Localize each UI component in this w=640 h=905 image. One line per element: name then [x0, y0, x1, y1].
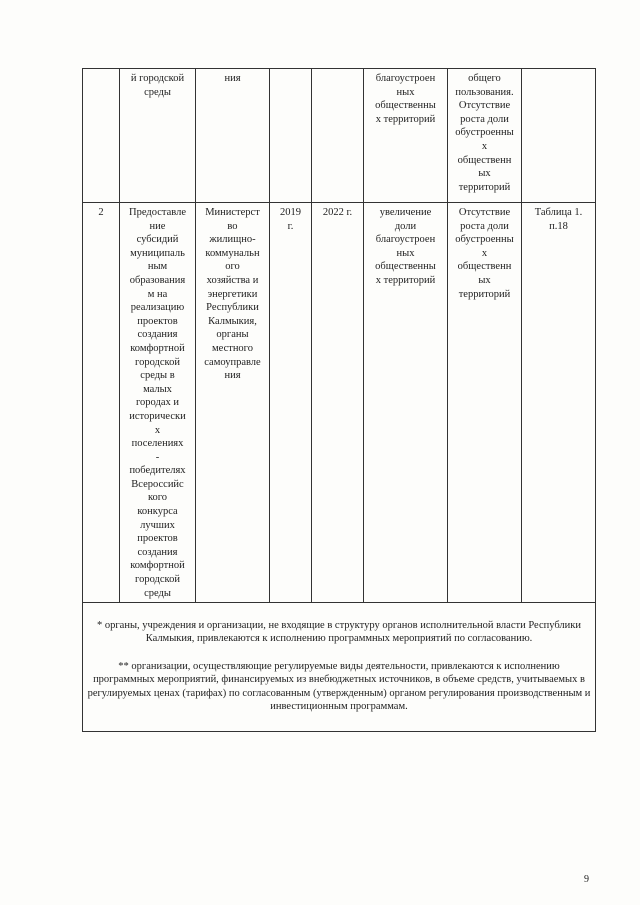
footnote-double-star: ** организации, осуществляющие регулируемые виды деятельности, привлекаются к исполнению программных мероприятий, финансируемых из внебюджетных источников, в объеме средств, учитываемых в регулируемых ценах (тарифах) по согласованным (утвержденным) органом регулирования производственным и инвестиционным программам.: [87, 660, 591, 713]
consequence-cell: общего пользования. Отсутствие роста доли обустроенны х общественн ых территорий: [448, 69, 522, 203]
consequence-cell: Отсутствие роста доли обустроенны х общественн ых территорий: [448, 203, 522, 603]
table-row: [83, 203, 596, 603]
end-year-cell: 2022 г.: [312, 203, 364, 603]
event-name-cell: Предоставле ние субсидий муниципаль ным образования м на реализацию проектов создания комфортной городской среды в малых городах и исторически х поселениях - победителях Всероссийс кого конкурса лучших проектов создания комфортной городской среды: [120, 203, 196, 603]
responsible-cell: Министерст во жилищно- коммунальн ого хозяйства и энергетики Республики Калмыкия, органы местного самоуправле ния: [196, 203, 270, 603]
page-number: 9: [584, 874, 589, 885]
footnote-row: [83, 603, 596, 731]
end-year-cell: [312, 69, 364, 203]
footnote-single-star: * органы, учреждения и организации, не входящие в структуру органов исполнительной власти Республики Калмыкия, привлекаются к исполнению программных мероприятий по согласованию.: [97, 619, 581, 645]
indicator-link-cell: Таблица 1. п.18: [522, 203, 596, 603]
responsible-cell: ния: [196, 69, 270, 203]
indicator-link-cell: [522, 69, 596, 203]
row-number-cell: [83, 69, 120, 203]
row-number-cell: 2: [83, 203, 120, 603]
footnotes-cell: [83, 603, 596, 731]
event-name-cell: й городской среды: [120, 69, 196, 203]
expected-result-cell: увеличение доли благоустроен ных общественны х территорий: [364, 203, 448, 603]
table-row-continuation: [83, 69, 596, 203]
start-year-cell: [270, 69, 312, 203]
expected-result-cell: благоустроен ных общественны х территорий: [364, 69, 448, 203]
start-year-cell: 2019 г.: [270, 203, 312, 603]
measures-table: [82, 68, 596, 732]
